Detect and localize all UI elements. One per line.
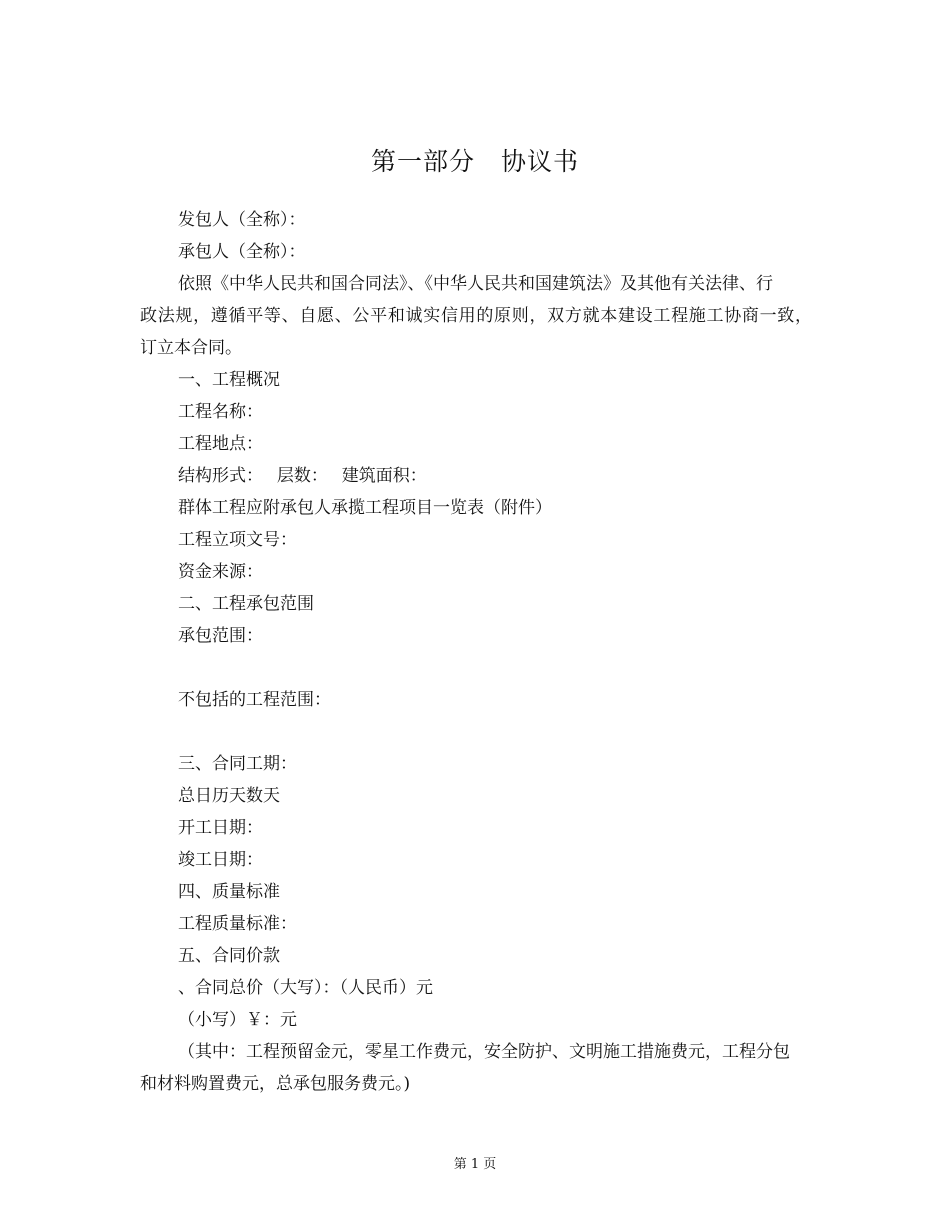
approval-number-field: 工程立项文号： — [178, 530, 297, 550]
project-name-field: 工程名称： — [178, 402, 263, 422]
excluded-scope-field: 不包括的工程范围： — [178, 690, 331, 710]
price-in-words-field: 、合同总价（大写）：（人民币）元 — [178, 978, 433, 998]
price-breakdown-line-2: 和材料购置费元，总承包服务费元。) — [140, 1074, 411, 1094]
scope-field: 承包范围： — [178, 626, 263, 646]
total-days-field: 总日历天数天 — [178, 786, 280, 806]
price-in-figures-field: （小写）￥：元 — [178, 1010, 297, 1030]
funding-source-field: 资金来源： — [178, 562, 263, 582]
structure-field: 结构形式： 层数： 建筑面积： — [178, 466, 427, 486]
section-heading-price: 五、合同价款 — [178, 946, 280, 966]
section-heading-quality: 四、质量标准 — [178, 882, 280, 902]
contractor-line: 承包人（全称）： — [178, 242, 306, 262]
intro-line-3: 订立本合同。 — [140, 338, 242, 358]
project-location-field: 工程地点： — [178, 434, 263, 454]
page-number: 第 1 页 — [453, 1157, 497, 1172]
start-date-field: 开工日期： — [178, 818, 263, 838]
intro-line-1: 依照《中华人民共和国合同法》、《中华人民共和国建筑法》及其他有关法律、行 — [178, 274, 773, 294]
employer-line: 发包人（全称）： — [178, 210, 306, 230]
section-heading-period: 三、合同工期： — [178, 754, 297, 774]
intro-line-2: 政法规，遵循平等、自愿、公平和诚实信用的原则，双方就本建设工程施工协商一致， — [140, 306, 812, 326]
section-heading-scope: 二、工程承包范围 — [178, 594, 314, 614]
section-heading-overview: 一、工程概况 — [178, 370, 280, 390]
price-breakdown-line-1: （其中：工程预留金元，零星工作费元，安全防护、文明施工措施费元，工程分包 — [178, 1042, 790, 1062]
page-title: 第一部分 协议书 — [370, 147, 579, 176]
finish-date-field: 竣工日期： — [178, 850, 263, 870]
group-projects-note: 群体工程应附承包人承揽工程项目一览表（附件） — [178, 498, 552, 518]
quality-standard-field: 工程质量标准： — [178, 914, 297, 934]
